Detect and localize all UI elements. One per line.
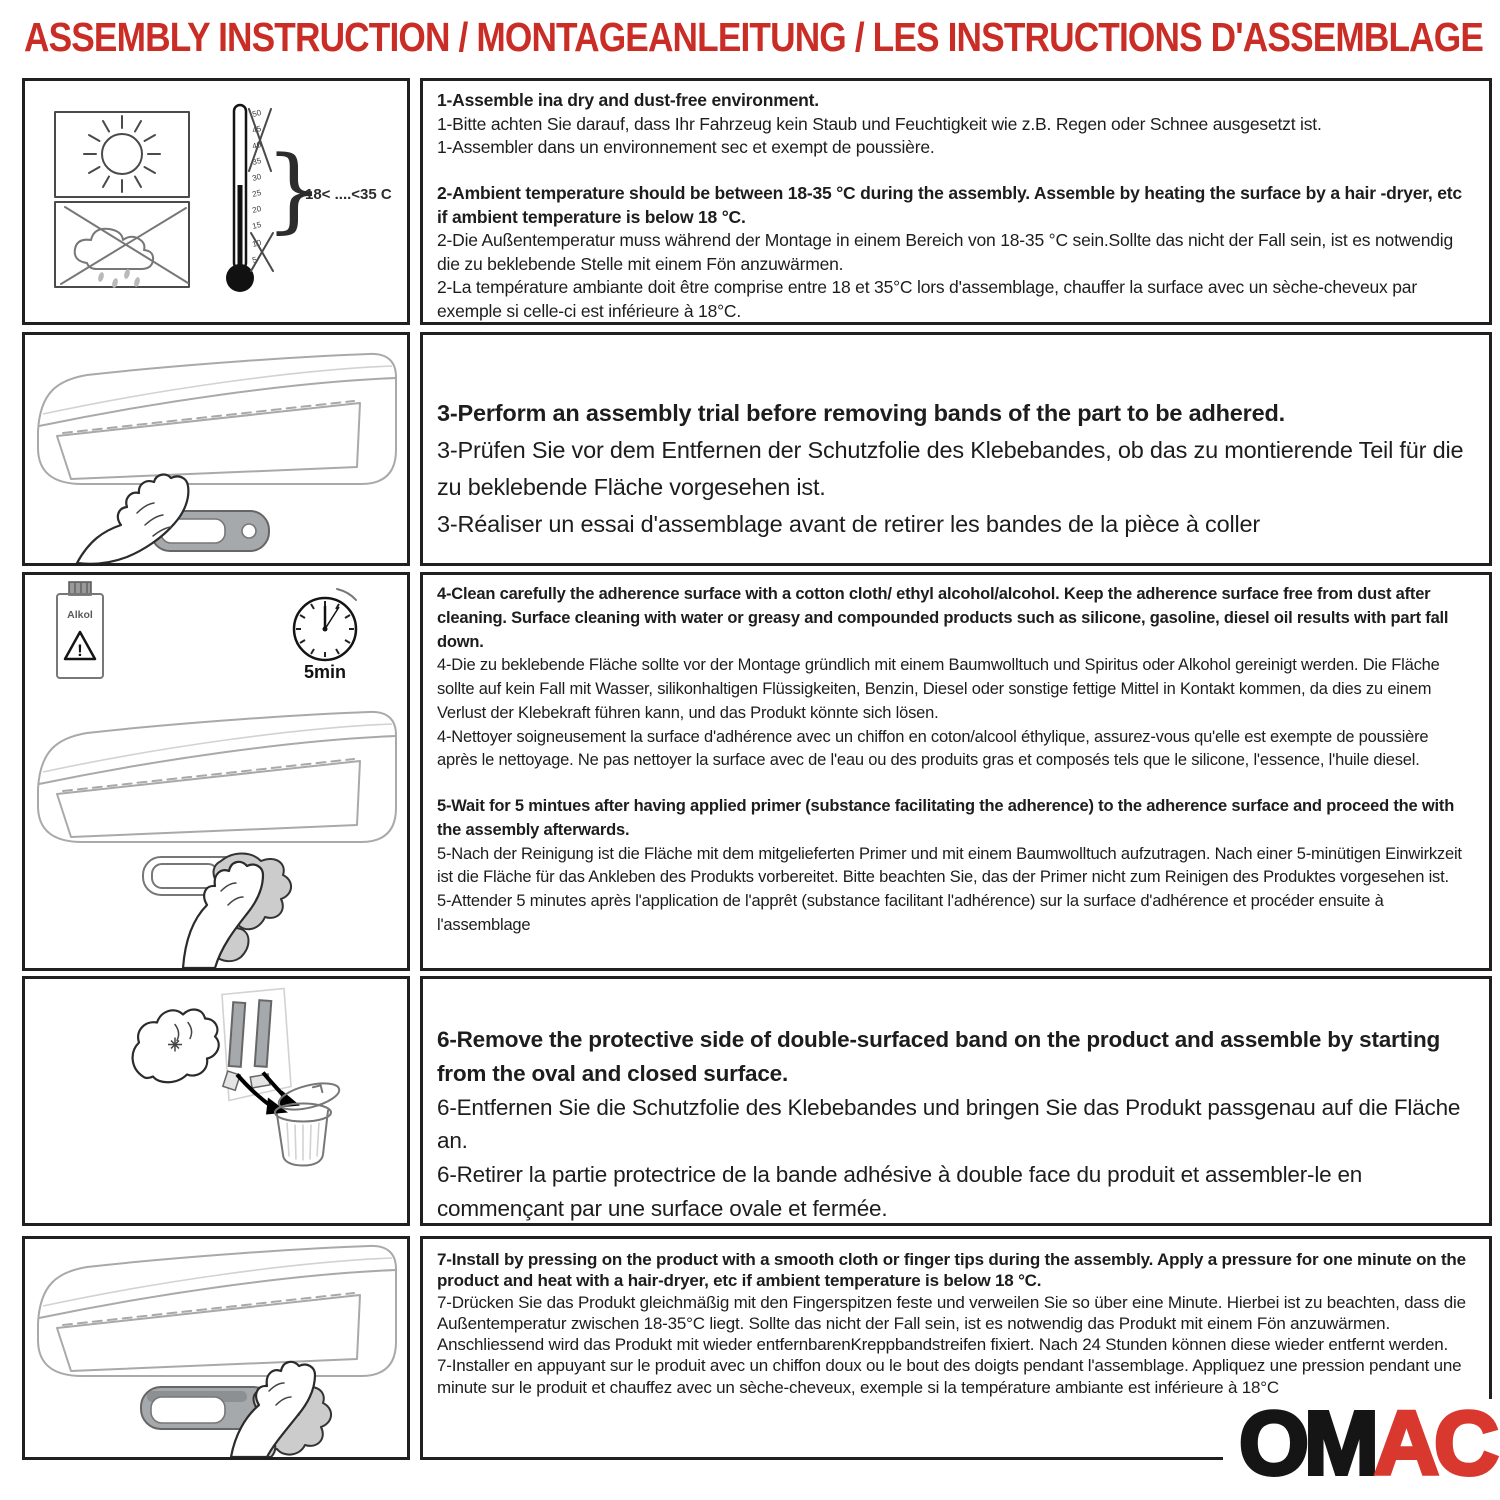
- step2-en: 2-Ambient temperature should be between 18-35 °C during the assembly. Assemble by heating the surface by a hair -dryer, etc if ambient temperature is below 18 °C.: [437, 182, 1462, 227]
- step7-de: 7-Drücken Sie das Produkt gleichmäßig mit den Fingerspitzen feste und verweilen Sie so über eine Minute. Hierbei ist zu beachten, dass die Außentemperatur zwischen 18-35°C liegt. Sollte das nicht der Fall sein, ist es notwendig das Produkt mit einem Fön anzuwärmen. Anschliessend wird das Produkt mit wieder entfernbarenKreppbandstreifen fixiert. Nach 24 Stunden können diese wieder entfernt werden.: [437, 1292, 1466, 1354]
- wiping-hand-drawing: [183, 854, 291, 969]
- page-title-text: ASSEMBLY INSTRUCTION / MONTAGEANLEITUNG / LES INSTRUCTIONS D'ASSEMBLAGE: [24, 14, 1484, 60]
- svg-text:30: 30: [251, 172, 263, 183]
- trunk-panel-drawing: [38, 354, 396, 484]
- step-row-4: [22, 976, 1492, 1226]
- warning-triangle-icon: [65, 632, 95, 660]
- step-row-1: [22, 78, 1492, 325]
- step-text-4-5: [420, 572, 1492, 971]
- step6-fr: 6-Retirer la partie protectrice de la bande adhésive à double face du produit et assembler-le en commençant par une surface ovale et fermée.: [437, 1162, 1363, 1221]
- svg-text:15: 15: [251, 220, 263, 231]
- product-with-tapes-drawing: [222, 989, 291, 1101]
- step1-en: 1-Assemble ina dry and dust-free environment.: [437, 90, 819, 110]
- sun-icon: [55, 112, 189, 197]
- peel-band-illustration: [25, 979, 407, 1223]
- alcohol-bottle-icon: [57, 582, 103, 678]
- step1-fr: 1-Assembler dans un environnement sec et exempt de poussière.: [437, 137, 935, 158]
- step5-fr: 5-Attender 5 minutes après l'application de l'apprêt (substance facilitant l'adhérence) sur la surface d'adhérence et procéder ensuite à l'assemblage: [437, 892, 1384, 934]
- figure-box-environment: [22, 78, 410, 325]
- step-row-3: [22, 572, 1492, 971]
- figure-box-install: [22, 1236, 410, 1460]
- step3-en: 3-Perform an assembly trial before removing bands of the part to be adhered.: [437, 400, 1285, 426]
- clock-duration-label: 5min: [303, 662, 347, 682]
- step2-fr: 2-La température ambiante doit être comprise entre 18 et 35°C lors d'assemblage, chauffer la surface avec un sèche-cheveux par exemple si celle-ci est inférieure à 18°C.: [437, 277, 1417, 321]
- step7-fr: 7-Installer en appuyant sur le produit avec un chiffon doux ou le bout des doigts pendant l'assemblage. Appliquez une pression pendant une minute sur le produit et chauffez avec un sèche-cheveux, exemple si la température ambiante est inférieure à 18°C: [437, 1356, 1462, 1397]
- svg-text:10: 10: [251, 238, 263, 249]
- svg-text:5: 5: [251, 255, 258, 265]
- step-row-2: [22, 332, 1492, 566]
- step-text-1: [420, 78, 1492, 325]
- figure-box-cleaning: [22, 572, 410, 971]
- trunk-panel-drawing: [38, 712, 396, 842]
- omac-logo-ac: AC: [1374, 1394, 1494, 1494]
- cleaning-illustration: [25, 575, 407, 968]
- step4-de: 4-Die zu beklebende Fläche sollte vor der Montage gründlich mit einem Baumwolltuch und Spiritus oder Alkohol gereinigt werden. Die Fläche sollte auf kein Fall mit Wasser, silikonhaltigen Flüssigkeiten, Benzin, Diesel oder sonstige fettige Mittel in Kontakt kommen, da dies zu einem Verlust der Klebekraft führen kann, und das Produkt könnte sich lösen.: [437, 656, 1440, 722]
- omac-logo: [1223, 1394, 1496, 1494]
- step7-en: 7-Install by pressing on the product with a smooth cloth or finger tips during the assembly. Apply a pressure for one minute on the product and heat with a hair-dryer, etc if ambient temperature is below 18 °C.: [437, 1250, 1466, 1291]
- press-install-illustration: [25, 1239, 407, 1457]
- svg-text:40: 40: [251, 140, 263, 151]
- svg-text:25: 25: [251, 188, 263, 199]
- step4-fr: 4-Nettoyer soigneusement la surface d'adhérence avec un chiffon en coton/alcool éthylique, assurez-vous qu'elle est exempte de poussière après le nettoyage. Ne pas nettoyer la surface avec de l'eau ou des produits gras et composés tels que le silicone, l'essence, l'huile diesel.: [437, 727, 1429, 770]
- figure-box-peel: [22, 976, 410, 1226]
- svg-text:20: 20: [251, 204, 263, 215]
- step-text-6: [420, 976, 1492, 1226]
- step5-de: 5-Nach der Reinigung ist die Fläche mit dem mitgelieferten Primer und mit einem Baumwolltuch aufzutragen. Nach einer 5-minütigen Einwirkzeit ist die Fläche für das Ankleben des Produkts vorbereitet. Bitte beachten Sie, das der Primer nicht zum Reinigen des Produktes vorgesehen ist.: [437, 844, 1462, 887]
- environment-illustration: [25, 81, 407, 322]
- step6-en: 6-Remove the protective side of double-surfaced band on the product and assemble by starting from the oval and closed surface.: [437, 1027, 1441, 1086]
- thermometer-icon: [226, 105, 392, 292]
- step3-de: 3-Prüfen Sie vor dem Entfernen der Schutzfolie des Klebebandes, ob das zu montierende Teil für die zu beklebende Fläche vorgesehen ist.: [437, 436, 1464, 500]
- step6-de: 6-Entfernen Sie die Schutzfolie des Klebebandes und bringen Sie das Produkt passgenau auf die Fläche an.: [437, 1094, 1461, 1154]
- svg-text:!: !: [77, 641, 83, 660]
- step5-en: 5-Wait for 5 mintues after having applied primer (substance facilitating the adherence) to the adherence surface and proceed the with the assembly afterwards.: [437, 797, 1455, 839]
- trial-fit-illustration: [25, 335, 407, 563]
- svg-text:35: 35: [251, 156, 263, 167]
- svg-text:45: 45: [251, 124, 263, 135]
- svg-text:50: 50: [251, 108, 263, 119]
- peeling-hand-drawing: [133, 1010, 219, 1083]
- step3-fr: 3-Réaliser un essai d'assemblage avant de retirer les bandes de la pièce à coller: [437, 510, 1261, 537]
- step2-de: 2-Die Außentemperatur muss während der Montage in einem Bereich von 18-35 °C sein.Sollte das nicht der Fall sein, ist es notwendig die zu beklebende Stelle mit einem Fön anzuwärmen.: [437, 230, 1453, 274]
- range-brace: }: [265, 136, 324, 243]
- step1-de: 1-Bitte achten Sie darauf, dass Ihr Fahrzeug kein Staub und Feuchtigkeit wie z.B. Regen oder Schnee ausgesetzt ist.: [437, 113, 1322, 134]
- alcohol-label: Alkol: [67, 609, 93, 621]
- trash-can-icon: [275, 1078, 342, 1165]
- clock-icon: [294, 589, 356, 682]
- temperature-range-label: 18< ....<35 C: [305, 186, 392, 203]
- no-rain-icon: [55, 202, 189, 289]
- page-title: [24, 14, 1492, 61]
- step-text-3: [420, 332, 1492, 566]
- figure-box-trial: [22, 332, 410, 566]
- step4-en: 4-Clean carefully the adherence surface with a cotton cloth/ ethyl alcohol/alcohol. Keep the adherence surface free from dust after cleaning. Surface cleaning with water or greasy and compounded products such as silicone, gasoline, diesel oil results with part fall down.: [437, 585, 1449, 651]
- omac-logo-om: OM: [1239, 1394, 1374, 1494]
- trunk-panel-drawing: [38, 1246, 396, 1376]
